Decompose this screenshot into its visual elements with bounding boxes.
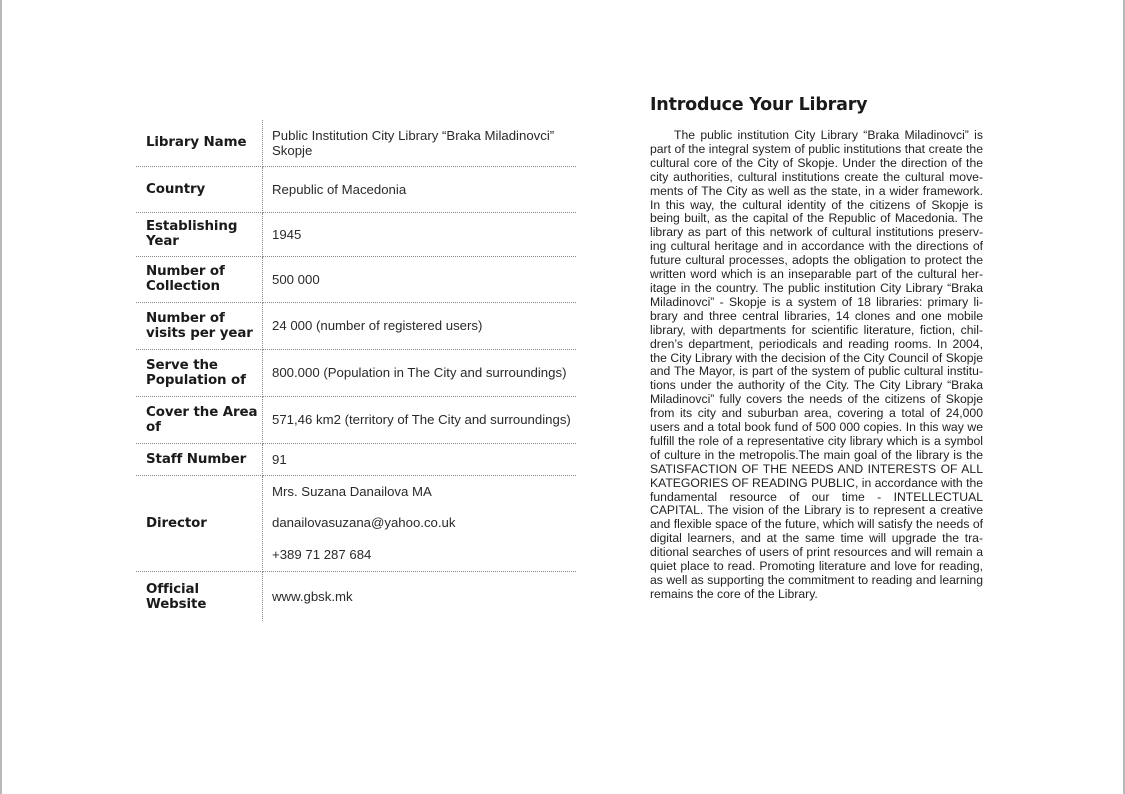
row-label: Cover the Area of [136, 396, 263, 443]
intro-title: Introduce Your Library [650, 95, 868, 115]
row-label: Official Website [136, 571, 263, 621]
row-value [263, 120, 577, 166]
director-phone: +389 71 287 684 [272, 546, 372, 562]
row-value: 571,46 km2 (territory of The City and surroundings) [263, 396, 577, 443]
director-email[interactable]: danailovasuzana@yahoo.co.uk [272, 515, 456, 531]
row-label: Library Name [136, 120, 263, 166]
table-row-staff [136, 443, 576, 475]
table-row-area [136, 396, 576, 443]
page-edge-left [0, 0, 2, 794]
library-info-table [136, 120, 576, 621]
row-label: Establishing Year [136, 212, 263, 256]
row-label: Director [136, 475, 263, 571]
table-row-visits [136, 302, 576, 349]
row-label: Staff Number [136, 443, 263, 475]
row-label: Country [136, 166, 263, 212]
director-name: Mrs. Suzana Danailova MA [272, 483, 432, 499]
row-value [263, 475, 577, 571]
intro-section [650, 95, 983, 602]
row-value: 500 000 [263, 256, 577, 302]
row-value: 91 [263, 443, 577, 475]
library-name-value: Public Institution City Library “Braka Miladinovci” Skopje [272, 127, 555, 158]
row-value: 1945 [263, 212, 577, 256]
row-label: Number of visits per year [136, 302, 263, 349]
table-row-country [136, 166, 576, 212]
table-row-website [136, 571, 576, 621]
website-link[interactable]: www.gbsk.mk [272, 588, 353, 604]
row-label: Serve the Population of [136, 349, 263, 396]
row-value: 24 000 (number of registered users) [263, 302, 577, 349]
intro-body: The public institution City Library “Braka Miladinovci” is part of the integral system of public institutions that create the cultural core of the City of Skopje. Under the direction of the city authorities, cultural institutions create the cultural movements of The City as well as the state, in a wider framework. In this way, the cultural identity of the citizens of Skopje is being built, as the capital of the Republic of Macedonia. The library as part of this network of cultural institutions preserving cultural heritage and in accordance with the directions of future cultural processes, adopts the obligation to protect the written word which is an inseparable part of the cultural heritage in the country. The public institution City Library “Braka Miladinovci” - Skopje is a system of 18 libraries: primary library and three central libraries, 14 clones and one mobile library, with departments for scientific literature, fiction, children’s department, periodicals and reading rooms. In 2004, the City Library with the decision of the City Council of Skopje and The Mayor, is part of the system of public cultural institutions under the authority of the City. The City Library “Braka Miladinovci” fully covers the needs of the citizens of Skopje from its city and suburban area, covering a total of 24,000 users and a total book fund of 500 000 copies. In this way we fulfill the role of a representative city library which is a symbol of culture in the metropolis.The main goal of the library is the SATISFACTION OF THE NEEDS AND INTERESTS OF ALL KATEGORIES OF READING PUBLIC, in accordance with the fundamental resource of our time - INTELLECTUAL CAPITAL. The vision of the Library is to represent a creative and flexible space of the future, which will satisfy the needs of digital learners, and at the same time will upgrade the traditional searches of users of print resources and will remain a quiet place to read. Promoting literature and love for reading, as well as supporting the commitment to reading and learning remains the core of the Library. [650, 128, 984, 601]
table-row-collection [136, 256, 576, 302]
row-value: 800.000 (Population in The City and surroundings) [263, 349, 577, 396]
table-row-library-name [136, 120, 576, 166]
table-row-population [136, 349, 576, 396]
table-row-establishing-year [136, 212, 576, 256]
table-row-director [136, 475, 576, 571]
row-value: Republic of Macedonia [263, 166, 577, 212]
row-label: Number of Collection [136, 256, 263, 302]
